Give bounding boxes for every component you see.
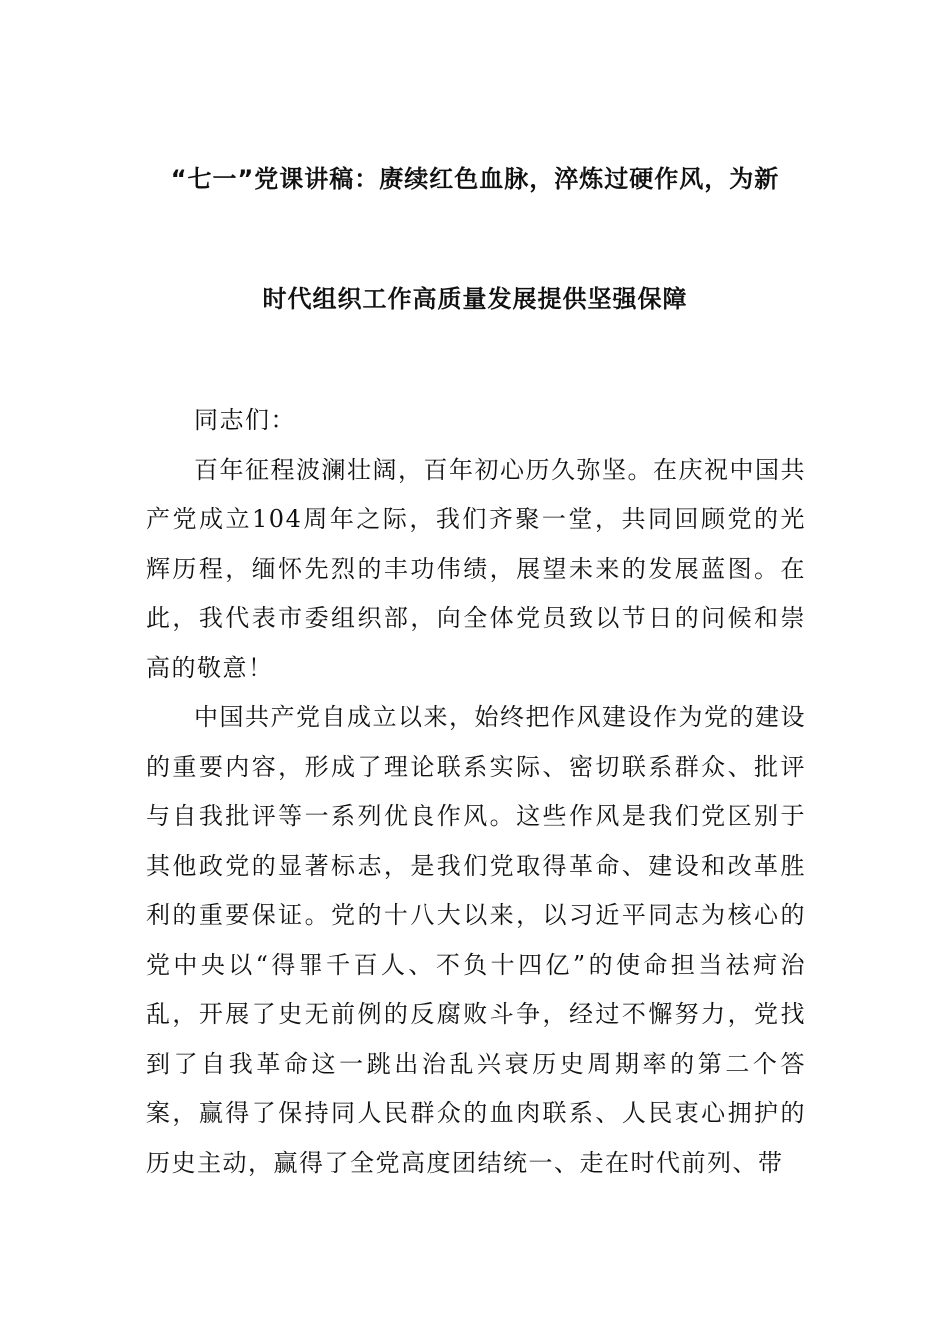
document-body	[146, 396, 806, 1188]
salutation: 同志们：	[194, 406, 296, 434]
document-title-line-2: 时代组织工作高质量发展提供坚强保障	[262, 285, 688, 313]
document-title-line-1: “七一”党课讲稿：赓续红色血脉，淬炼过硬作风，为新	[170, 165, 780, 193]
paragraph-2: 中国共产党自成立以来，始终把作风建设作为党的建设的重要内容，形成了理论联系实际、密切联系群众、批评与自我批评等一系列优良作风。这些作风是我们党区别于其他政党的显著标志，是我们党取得革命、建设和改革胜利的重要保证。党的十八大以来，以习近平同志为核心的党中央以“得罪千百人、不负十四亿”的使命担当祛疴治乱，开展了史无前例的反腐败斗争，经过不懈努力，党找到了自我革命这一跳出治乱兴衰历史周期率的第二个答案，赢得了保持同人民群众的血肉联系、人民衷心拥护的历史主动，赢得了全党高度团结统一、走在时代前列、带	[146, 703, 806, 1177]
paragraph-1: 百年征程波澜壮阔，百年初心历久弥坚。在庆祝中国共产党成立104周年之际，我们齐聚一堂，共同回顾党的光辉历程，缅怀先烈的丰功伟绩，展望未来的发展蓝图。在此，我代表市委组织部，向全体党员致以节日的问候和崇高的敬意！	[146, 455, 806, 682]
